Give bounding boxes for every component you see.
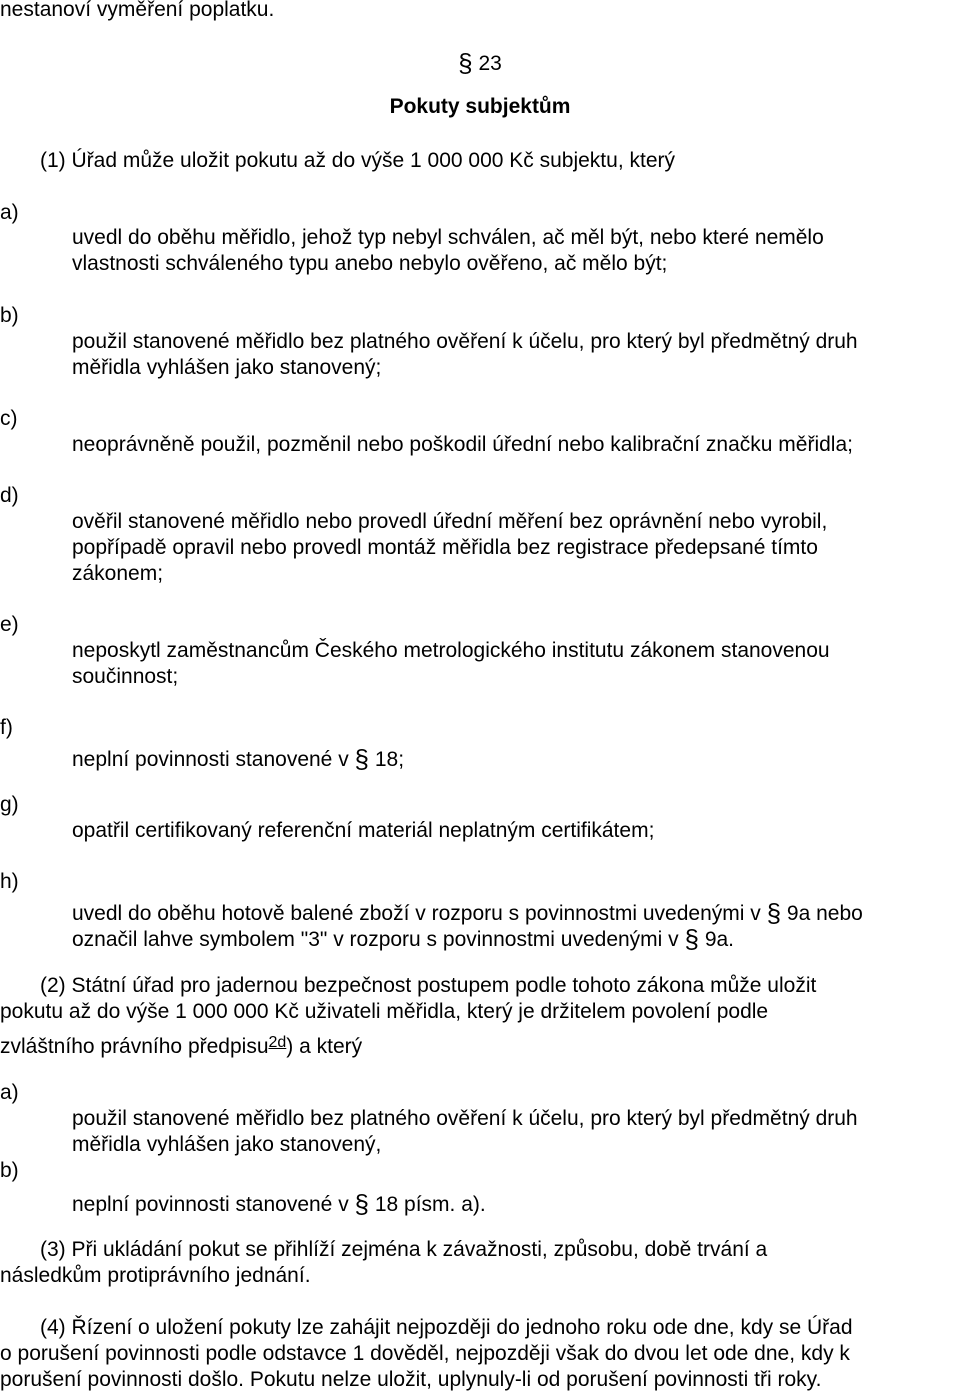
par2-item-b-text-after: 18 písm. a). — [369, 1193, 486, 1216]
par2-item-b-label: b) — [0, 1159, 19, 1182]
par2-line3-after: ) a který — [286, 1035, 363, 1058]
par2-item-b-text-before: neplní povinnosti stanovené v — [72, 1193, 355, 1216]
section-title: Pokuty subjektům — [389, 95, 571, 118]
par1-item-f-text-after: 18; — [369, 748, 405, 771]
section-symbol: § — [684, 924, 699, 954]
par1-item-h-line1-before: uvedl do oběhu hotově balené zboží v rozporu s povinnostmi uvedenými v — [72, 902, 767, 925]
par1-item-b-line2: měřidla vyhlášen jako stanovený; — [72, 356, 382, 379]
par1-item-g-line1: opatřil certifikovaný referenční materiál neplatným certifikátem; — [72, 819, 655, 842]
par2-item-a-line2: měřidla vyhlášen jako stanovený, — [72, 1133, 382, 1156]
par1-item-h-line2-after: 9a. — [698, 928, 735, 951]
par1-item-f-label: f) — [0, 716, 13, 739]
section-symbol: § — [354, 744, 369, 774]
par1-item-h-line1-after: 9a nebo — [781, 902, 863, 925]
par2-line3-before: zvláštního právního předpisu — [0, 1035, 269, 1058]
par3-line2: následkům protiprávního jednání. — [0, 1264, 311, 1287]
par1-item-g-label: g) — [0, 793, 19, 816]
par1-item-c-line1: neoprávněně použil, pozměnil nebo poškodil úřední nebo kalibrační značku měřidla; — [72, 433, 853, 456]
par1-intro: (1) Úřad může uložit pokutu až do výše 1 000 000 Kč subjektu, který — [40, 149, 675, 172]
par2-line3 — [0, 1034, 362, 1059]
par1-item-d-label: d) — [0, 484, 19, 507]
section-symbol: § — [766, 898, 782, 928]
par1-item-e-line1: neposkytl zaměstnancům Českého metrologického institutu zákonem stanovenou — [72, 639, 830, 662]
section-number-text: 23 — [472, 52, 502, 75]
par1-item-b-line1: použil stanovené měřidlo bez platného ověření k účelu, pro který byl předmětný druh — [72, 330, 858, 353]
par2-item-a-label: a) — [0, 1081, 19, 1104]
lead-text: nestanoví vyměření poplatku. — [0, 0, 275, 21]
par1-item-d-line1: ověřil stanovené měřidlo nebo provedl úřední měření bez oprávnění nebo vyrobil, — [72, 510, 828, 533]
par1-item-e-label: e) — [0, 613, 19, 636]
section-symbol: § — [354, 1189, 369, 1219]
par1-item-c-label: c) — [0, 407, 18, 430]
par4-line2: o porušení povinnosti podle odstavce 1 dověděl, nejpozději však do dvou let ode dne, kdy k — [0, 1342, 850, 1365]
par1-item-h-line2 — [72, 922, 734, 953]
par1-item-h-label: h) — [0, 870, 19, 893]
par1-item-f-text-before: neplní povinnosti stanovené v — [72, 748, 355, 771]
par3-line1: (3) Při ukládání pokut se přihlíží zejména k závažnosti, způsobu, době trvání a — [40, 1238, 768, 1261]
par4-line1: (4) Řízení o uložení pokuty lze zahájit nejpozději do jednoho roku ode dne, kdy se Úřad — [40, 1316, 853, 1339]
par2-item-a-line1: použil stanovené měřidlo bez platného ověření k účelu, pro který byl předmětný druh — [72, 1107, 858, 1130]
par1-item-a-label: a) — [0, 201, 19, 224]
par1-item-d-line3: zákonem; — [72, 562, 164, 585]
par2-line1: (2) Státní úřad pro jadernou bezpečnost postupem podle tohoto zákona může uložit — [40, 974, 817, 997]
par1-item-e-line2: součinnost; — [72, 665, 179, 688]
par1-item-a-line2: vlastnosti schváleného typu anebo nebylo ověřeno, ač mělo být; — [72, 252, 668, 275]
par4-line3: porušení povinnosti došlo. Pokutu nelze uložit, uplynuly-li od porušení povinnosti tři roky. — [0, 1368, 822, 1391]
footnote-ref-link[interactable]: 2d — [268, 1034, 287, 1051]
par1-item-b-label: b) — [0, 304, 19, 327]
par2-line2: pokutu až do výše 1 000 000 Kč uživateli měřidla, který je držitelem povolení podle — [0, 1000, 769, 1023]
par1-item-a-line1: uvedl do oběhu měřidlo, jehož typ nebyl schválen, ač měl být, nebo které nemělo — [72, 226, 824, 249]
par1-item-d-line2: popřípadě opravil nebo provedl montáž měřidla bez registrace předepsané tímto — [72, 536, 818, 559]
section-number — [0, 46, 960, 77]
section-symbol: § — [458, 48, 473, 78]
par2-item-b-line1 — [72, 1187, 486, 1218]
par1-item-h-line2-before: označil lahve symbolem "3" v rozporu s povinnostmi uvedenými v — [72, 928, 685, 951]
par1-item-f-line1 — [72, 742, 404, 773]
